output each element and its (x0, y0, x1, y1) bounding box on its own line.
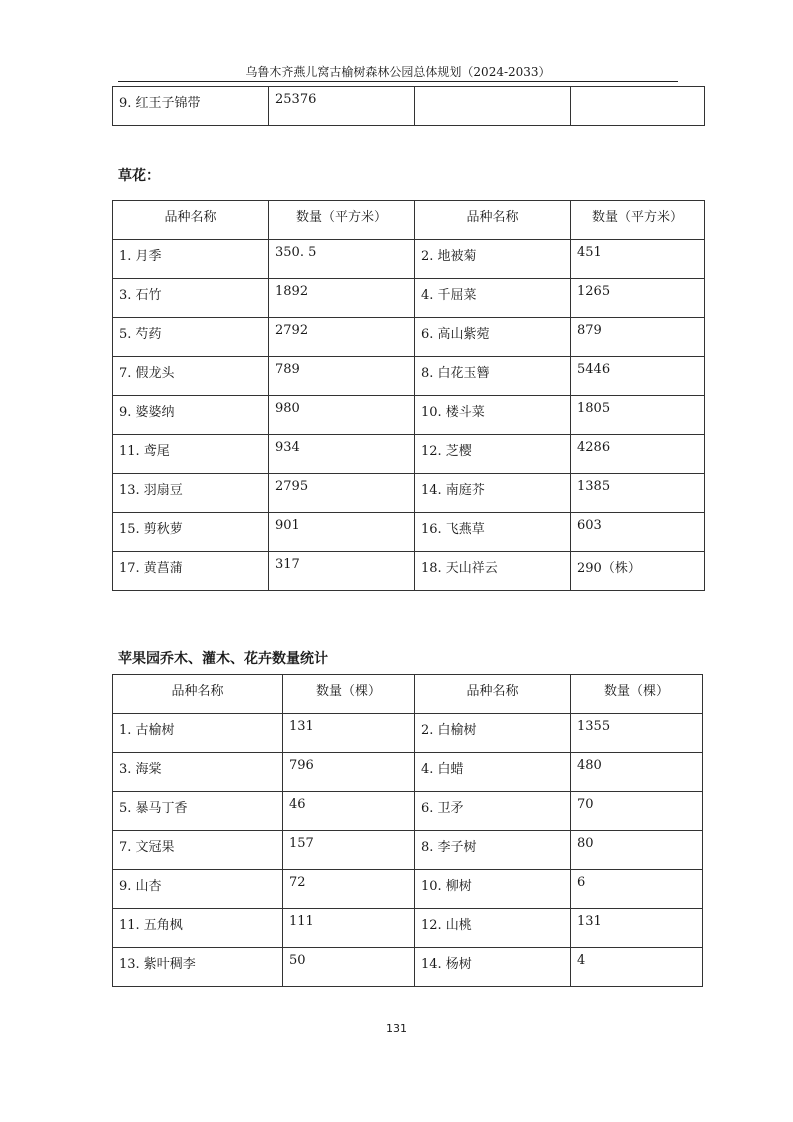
flowers-table (112, 200, 705, 591)
table-cell: 4 (571, 948, 703, 987)
table-cell: 17. 黄菖蒲 (113, 552, 269, 591)
table-cell: 70 (571, 792, 703, 831)
table-cell (415, 87, 571, 126)
table-cell: 603 (571, 513, 705, 552)
table-cell: 72 (283, 870, 415, 909)
table-cell: 4. 千屈菜 (415, 279, 571, 318)
column-header: 数量（平方米） (269, 201, 415, 240)
table-cell: 980 (269, 396, 415, 435)
section-heading-orchard: 苹果园乔木、灌木、花卉数量统计 (118, 651, 328, 667)
table-cell: 7. 文冠果 (113, 831, 283, 870)
table-cell: 6. 高山紫菀 (415, 318, 571, 357)
table-cell: 13. 羽扇豆 (113, 474, 269, 513)
table-cell: 934 (269, 435, 415, 474)
table-cell: 5. 暴马丁香 (113, 792, 283, 831)
table-cell: 317 (269, 552, 415, 591)
column-header: 数量（棵） (283, 675, 415, 714)
table-cell: 1. 月季 (113, 240, 269, 279)
table-cell: 12. 山桃 (415, 909, 571, 948)
table-header-row (113, 201, 705, 240)
table-row (113, 357, 705, 396)
table-row (113, 513, 705, 552)
table-cell: 1355 (571, 714, 703, 753)
table-cell: 10. 楼斗菜 (415, 396, 571, 435)
table-cell: 879 (571, 318, 705, 357)
table-cell: 480 (571, 753, 703, 792)
table-row (113, 753, 703, 792)
column-header: 品种名称 (415, 201, 571, 240)
table-cell: 9. 山杏 (113, 870, 283, 909)
table-row (113, 279, 705, 318)
table-cell: 2. 白榆树 (415, 714, 571, 753)
table-cell: 25376 (269, 87, 415, 126)
table-cell: 8. 李子树 (415, 831, 571, 870)
table-row (113, 396, 705, 435)
header-rule (118, 81, 678, 82)
table-row (113, 831, 703, 870)
table-row (113, 87, 705, 126)
table-row (113, 714, 703, 753)
table-row (113, 474, 705, 513)
table-cell: 5446 (571, 357, 705, 396)
table-cell: 131 (571, 909, 703, 948)
table-cell: 2. 地被菊 (415, 240, 571, 279)
table-cell: 6 (571, 870, 703, 909)
table-cell: 1. 古榆树 (113, 714, 283, 753)
column-header: 品种名称 (113, 675, 283, 714)
table-row (113, 240, 705, 279)
table-row (113, 948, 703, 987)
table-cell: 46 (283, 792, 415, 831)
table-cell: 3. 海棠 (113, 753, 283, 792)
table-cell: 1385 (571, 474, 705, 513)
table-row (113, 318, 705, 357)
table-cell: 50 (283, 948, 415, 987)
table-cell: 131 (283, 714, 415, 753)
table-cell: 796 (283, 753, 415, 792)
orchard-table (112, 674, 703, 987)
table-cell: 5. 芍药 (113, 318, 269, 357)
table-cell: 111 (283, 909, 415, 948)
table-cell: 290（株） (571, 552, 705, 591)
table-cell: 2792 (269, 318, 415, 357)
table-cell: 11. 五角枫 (113, 909, 283, 948)
table-cell: 8. 白花玉簪 (415, 357, 571, 396)
table-cell: 2795 (269, 474, 415, 513)
table-cell: 1805 (571, 396, 705, 435)
table-cell: 3. 石竹 (113, 279, 269, 318)
table-row (113, 435, 705, 474)
table-cell: 1892 (269, 279, 415, 318)
running-header: 乌鲁木齐燕儿窝古榆树森林公园总体规划（2024-2033） (245, 65, 551, 79)
table-cell: 6. 卫矛 (415, 792, 571, 831)
column-header: 数量（平方米） (571, 201, 705, 240)
table-header-row (113, 675, 703, 714)
table-cell: 10. 柳树 (415, 870, 571, 909)
table-cell: 9. 红王子锦带 (113, 87, 269, 126)
page-number: 131 (386, 1022, 407, 1035)
table-row (113, 909, 703, 948)
table-cell: 1265 (571, 279, 705, 318)
section-heading-flowers: 草花： (118, 168, 160, 184)
column-header: 品种名称 (113, 201, 269, 240)
table-cell (571, 87, 705, 126)
table-row (113, 792, 703, 831)
table-cell: 15. 剪秋萝 (113, 513, 269, 552)
table-cell: 4. 白蜡 (415, 753, 571, 792)
continuation-table (112, 86, 705, 126)
table-cell: 789 (269, 357, 415, 396)
table-cell: 14. 南庭芥 (415, 474, 571, 513)
table-cell: 11. 鸢尾 (113, 435, 269, 474)
table-cell: 350. 5 (269, 240, 415, 279)
table-cell: 157 (283, 831, 415, 870)
table-cell: 7. 假龙头 (113, 357, 269, 396)
table-cell: 80 (571, 831, 703, 870)
table-cell: 18. 天山祥云 (415, 552, 571, 591)
table-cell: 12. 芝樱 (415, 435, 571, 474)
table-row (113, 870, 703, 909)
column-header: 品种名称 (415, 675, 571, 714)
table-cell: 13. 紫叶稠李 (113, 948, 283, 987)
table-row (113, 552, 705, 591)
table-cell: 4286 (571, 435, 705, 474)
table-cell: 16. 飞燕草 (415, 513, 571, 552)
table-cell: 14. 杨树 (415, 948, 571, 987)
table-cell: 901 (269, 513, 415, 552)
column-header: 数量（棵） (571, 675, 703, 714)
table-cell: 9. 婆婆纳 (113, 396, 269, 435)
table-cell: 451 (571, 240, 705, 279)
